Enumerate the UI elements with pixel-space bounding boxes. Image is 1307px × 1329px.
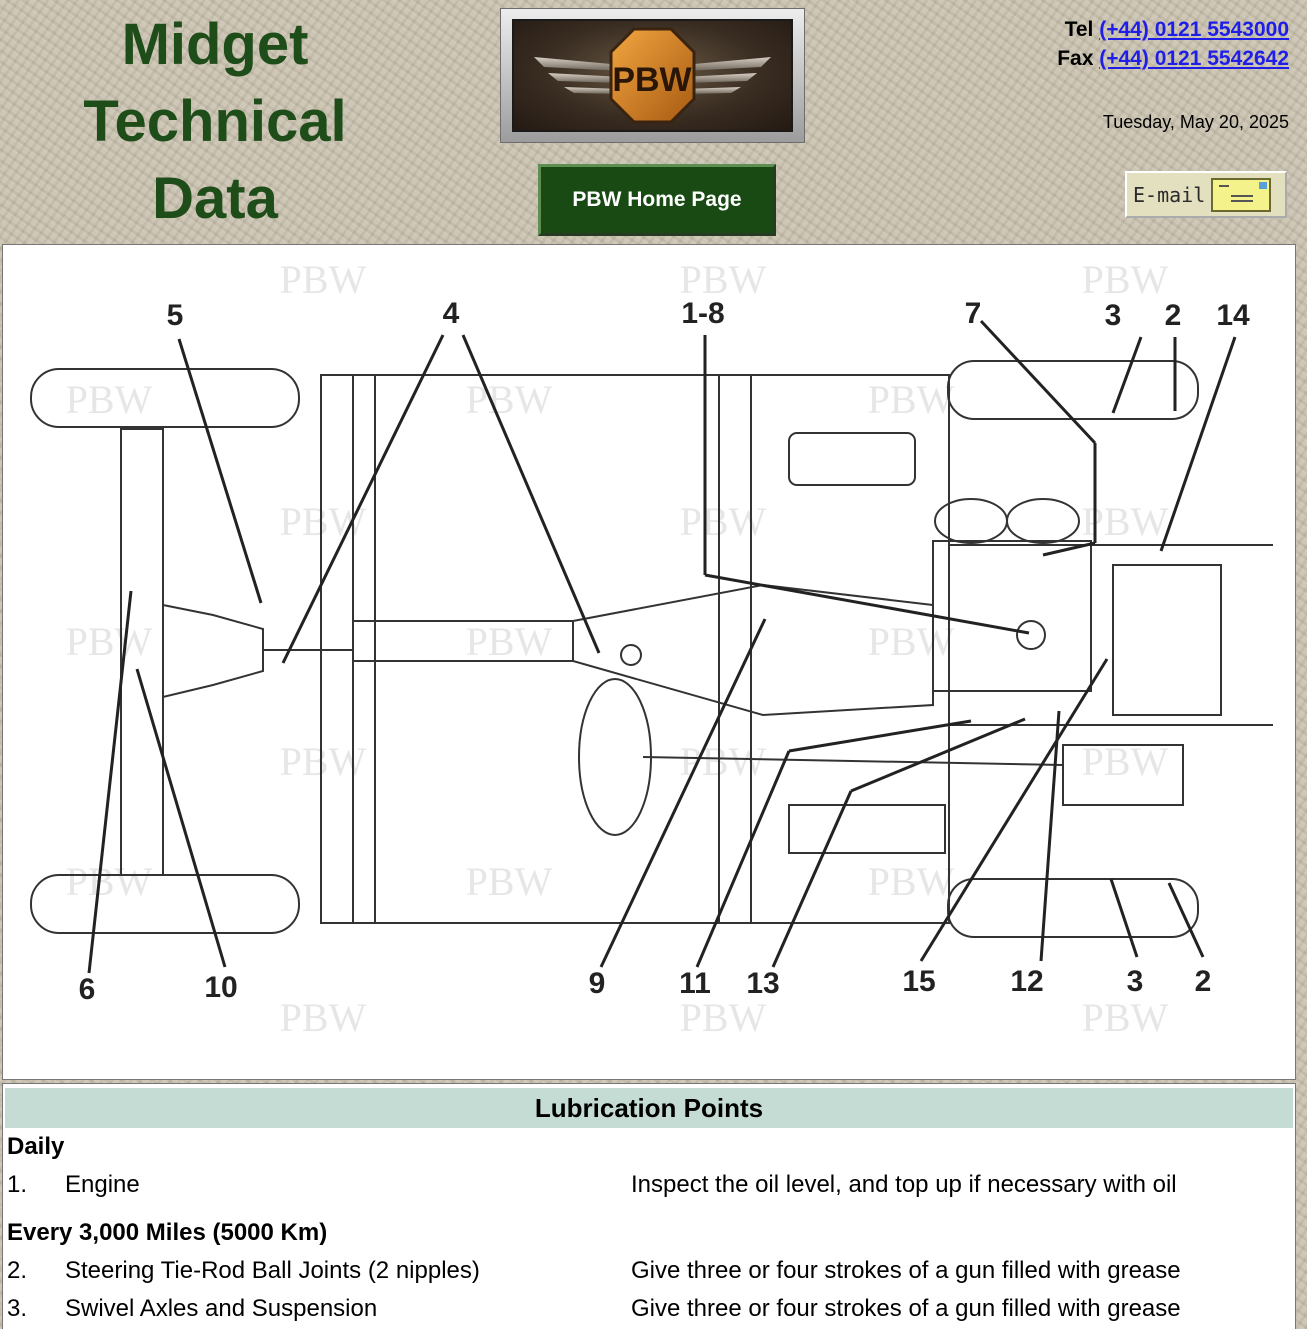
section-daily: Daily	[7, 1133, 65, 1160]
front-left-wheel	[948, 361, 1198, 419]
carburettor-1	[935, 499, 1007, 543]
email-button[interactable]	[1125, 171, 1287, 218]
watermark-text: PBW	[679, 739, 767, 784]
pbw-logo-plate	[512, 19, 793, 132]
callout-4: 4	[442, 297, 460, 330]
callout-11: 11	[679, 967, 711, 1000]
chassis-diagram	[3, 245, 1295, 1079]
watermark-text: PBW	[65, 377, 153, 422]
pbw-logo[interactable]	[500, 8, 805, 143]
callout-5: 5	[166, 299, 184, 332]
callout-10: 10	[204, 971, 238, 1004]
watermark-text: PBW	[279, 499, 367, 544]
row-action: Inspect the oil level, and top up if necessary with oil	[631, 1171, 1177, 1198]
row-item: Engine	[65, 1171, 140, 1198]
watermark-text: PBW	[867, 619, 955, 664]
row-number: 3.	[7, 1295, 28, 1322]
oil-filler	[1017, 621, 1045, 649]
lubrication-diagram	[2, 244, 1296, 1080]
section-3000-miles: Every 3,000 Miles (5000 Km)	[7, 1219, 328, 1246]
watermark-text: PBW	[679, 499, 767, 544]
page-title	[20, 6, 410, 237]
callout-3-bottom: 3	[1126, 965, 1144, 998]
contact-block	[1057, 15, 1289, 73]
watermark-text: PBW	[465, 377, 553, 422]
row-action: Give three or four strokes of a gun filled with grease	[631, 1257, 1181, 1284]
watermark-text: PBW	[279, 257, 367, 302]
pedal-box	[789, 805, 945, 853]
row-item: Steering Tie-Rod Ball Joints (2 nipples)	[65, 1257, 480, 1284]
engine-block	[933, 541, 1091, 691]
watermark-text: PBW	[1081, 739, 1169, 784]
row-action: Give three or four strokes of a gun filled with grease	[631, 1295, 1181, 1322]
callout-7: 7	[964, 297, 982, 330]
fax-link[interactable]: (+44) 0121 5542642	[1099, 47, 1289, 70]
watermark-text: PBW	[1081, 499, 1169, 544]
battery-box	[789, 433, 915, 485]
watermark-text: PBW	[679, 257, 767, 302]
callout-14: 14	[1216, 299, 1250, 332]
title-line-1: Midget	[121, 12, 309, 77]
fax-label: Fax	[1057, 47, 1094, 70]
carburettor-2	[1007, 499, 1079, 543]
row-number: 1.	[7, 1171, 28, 1198]
title-line-2: Technical	[83, 89, 347, 154]
watermark-text: PBW	[279, 739, 367, 784]
row-item: Swivel Axles and Suspension	[65, 1295, 378, 1322]
table-row	[3, 1252, 1295, 1290]
watermark-text: PBW	[65, 619, 153, 664]
logo-text: PBW	[612, 61, 692, 99]
table-row	[3, 1290, 1295, 1328]
watermark-text: PBW	[1081, 995, 1169, 1040]
watermark-text: PBW	[679, 995, 767, 1040]
current-date: Tuesday, May 20, 2025	[1102, 112, 1289, 132]
body-floor	[321, 375, 949, 923]
callout-15: 15	[902, 965, 936, 998]
callout-9: 9	[588, 967, 606, 1000]
callout-2-top: 2	[1164, 299, 1182, 332]
watermark-text: PBW	[867, 859, 955, 904]
callout-labels	[79, 297, 1250, 1006]
watermark-text: PBW	[867, 377, 955, 422]
home-page-button[interactable]: PBW Home Page	[538, 164, 776, 236]
fax-line	[1057, 44, 1289, 73]
email-label: E-mail	[1133, 182, 1206, 207]
steering-wheel	[579, 679, 651, 835]
envelope-icon	[1211, 178, 1271, 212]
callout-12: 12	[1010, 965, 1044, 998]
callout-13: 13	[746, 967, 780, 1000]
lubrication-heading: Lubrication Points	[5, 1088, 1293, 1128]
front-right-wheel	[948, 879, 1198, 937]
tel-line	[1057, 15, 1289, 44]
radiator	[1113, 565, 1221, 715]
differential	[163, 605, 263, 697]
watermark-text: PBW	[279, 995, 367, 1040]
row-number: 2.	[7, 1257, 28, 1284]
lubrication-table	[2, 1083, 1296, 1329]
title-line-3: Data	[152, 166, 278, 231]
watermark-text: PBW	[465, 859, 553, 904]
winged-logo-icon	[514, 21, 791, 130]
table-row	[3, 1166, 1295, 1204]
watermark-text: PBW	[65, 859, 153, 904]
callout-1-8: 1-8	[681, 297, 725, 330]
callout-3-top: 3	[1104, 299, 1122, 332]
tel-link[interactable]: (+44) 0121 5543000	[1099, 18, 1289, 41]
watermark-text: PBW	[465, 619, 553, 664]
callout-2-bottom: 2	[1194, 965, 1212, 998]
callout-6: 6	[78, 973, 96, 1006]
watermark-text: PBW	[1081, 257, 1169, 302]
tel-label: Tel	[1064, 18, 1094, 41]
